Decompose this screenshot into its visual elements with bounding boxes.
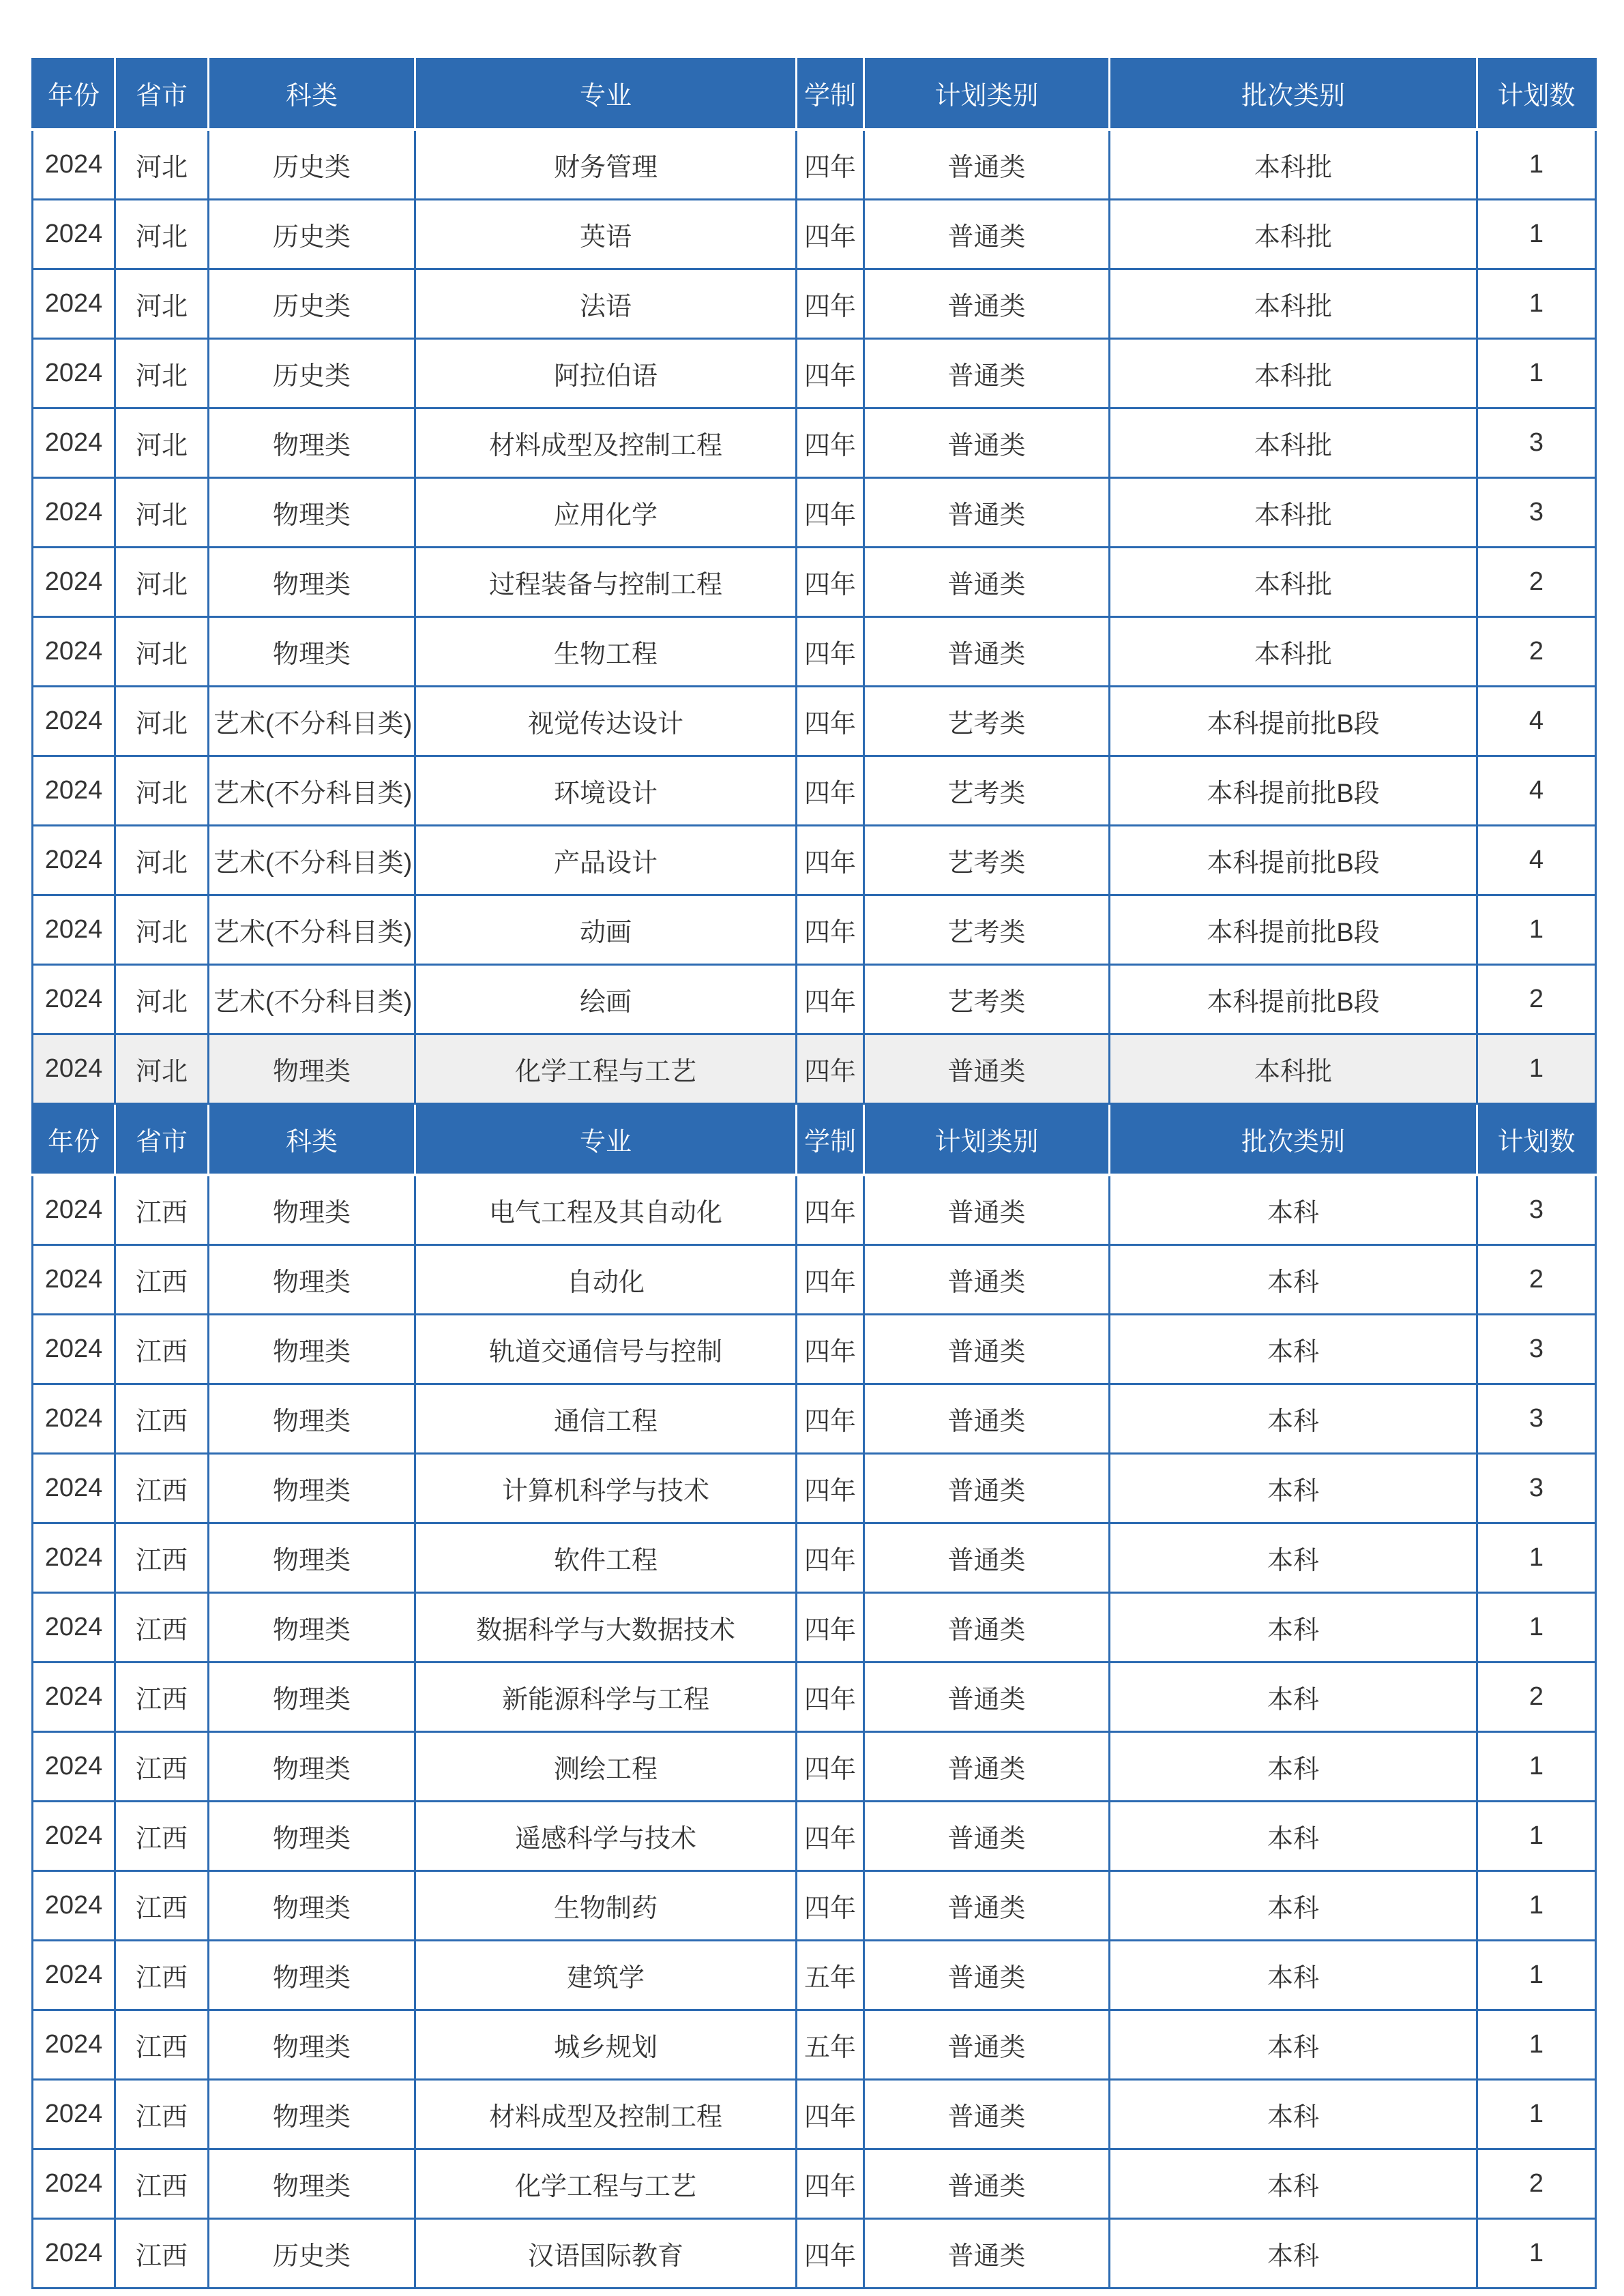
cell-batch: 本科批 — [1110, 477, 1477, 547]
cell-duration: 四年 — [797, 1592, 864, 1662]
cell-subject: 物理类 — [209, 547, 415, 616]
cell-year: 2024 — [33, 1384, 115, 1453]
cell-province: 河北 — [115, 199, 209, 269]
cell-subject: 历史类 — [209, 130, 415, 199]
cell-subject: 艺术(不分科目类) — [209, 756, 415, 825]
column-header-plan-type: 计划类别 — [864, 58, 1110, 130]
column-header-subject: 科类 — [209, 58, 415, 130]
cell-subject: 物理类 — [209, 1523, 415, 1592]
enrollment-plan-table-container — [31, 58, 1595, 2289]
cell-subject: 艺术(不分科目类) — [209, 825, 415, 895]
cell-province: 河北 — [115, 130, 209, 199]
cell-major: 自动化 — [415, 1244, 797, 1314]
table-row — [33, 1314, 1596, 1384]
cell-batch: 本科批 — [1110, 1034, 1477, 1103]
cell-duration: 四年 — [797, 616, 864, 686]
cell-major: 建筑学 — [415, 1940, 797, 2010]
cell-province: 江西 — [115, 2010, 209, 2079]
cell-duration: 四年 — [797, 269, 864, 338]
cell-major: 材料成型及控制工程 — [415, 408, 797, 477]
cell-major: 生物制药 — [415, 1870, 797, 1940]
cell-major: 数据科学与大数据技术 — [415, 1592, 797, 1662]
table-row — [33, 1175, 1596, 1244]
cell-batch: 本科批 — [1110, 547, 1477, 616]
cell-duration: 四年 — [797, 408, 864, 477]
cell-subject: 物理类 — [209, 1453, 415, 1523]
cell-duration: 四年 — [797, 130, 864, 199]
cell-count: 1 — [1477, 1801, 1596, 1870]
cell-province: 江西 — [115, 2218, 209, 2288]
cell-year: 2024 — [33, 408, 115, 477]
column-header-major: 专业 — [415, 58, 797, 130]
column-header-year: 年份 — [33, 1103, 115, 1175]
cell-plan-type: 普通类 — [864, 2149, 1110, 2218]
cell-batch: 本科 — [1110, 1453, 1477, 1523]
cell-plan-type: 艺考类 — [864, 686, 1110, 756]
cell-subject: 物理类 — [209, 2079, 415, 2149]
cell-count: 2 — [1477, 964, 1596, 1034]
cell-province: 江西 — [115, 1314, 209, 1384]
cell-duration: 四年 — [797, 756, 864, 825]
cell-duration: 四年 — [797, 1453, 864, 1523]
cell-province: 江西 — [115, 1453, 209, 1523]
cell-plan-type: 普通类 — [864, 1453, 1110, 1523]
cell-duration: 四年 — [797, 1662, 864, 1731]
cell-batch: 本科 — [1110, 1731, 1477, 1801]
cell-province: 河北 — [115, 338, 209, 408]
cell-duration: 四年 — [797, 1870, 864, 1940]
cell-subject: 物理类 — [209, 1034, 415, 1103]
cell-batch: 本科 — [1110, 1314, 1477, 1384]
cell-batch: 本科批 — [1110, 199, 1477, 269]
cell-plan-type: 普通类 — [864, 1940, 1110, 2010]
cell-subject: 物理类 — [209, 1940, 415, 2010]
cell-plan-type: 普通类 — [864, 1523, 1110, 1592]
cell-count: 4 — [1477, 825, 1596, 895]
cell-province: 江西 — [115, 1940, 209, 2010]
cell-plan-type: 普通类 — [864, 2079, 1110, 2149]
cell-major: 汉语国际教育 — [415, 2218, 797, 2288]
cell-count: 1 — [1477, 2010, 1596, 2079]
table-row — [33, 477, 1596, 547]
cell-count: 1 — [1477, 1592, 1596, 1662]
cell-duration: 四年 — [797, 1314, 864, 1384]
cell-subject: 物理类 — [209, 1592, 415, 1662]
cell-subject: 历史类 — [209, 269, 415, 338]
cell-subject: 物理类 — [209, 2010, 415, 2079]
cell-major: 化学工程与工艺 — [415, 2149, 797, 2218]
cell-batch: 本科批 — [1110, 616, 1477, 686]
cell-count: 2 — [1477, 616, 1596, 686]
table-row — [33, 895, 1596, 964]
cell-plan-type: 普通类 — [864, 269, 1110, 338]
cell-duration: 四年 — [797, 547, 864, 616]
cell-plan-type: 普通类 — [864, 1801, 1110, 1870]
table-row — [33, 1453, 1596, 1523]
cell-batch: 本科 — [1110, 1592, 1477, 1662]
cell-duration: 五年 — [797, 2010, 864, 2079]
table-row — [33, 1244, 1596, 1314]
cell-count: 3 — [1477, 1314, 1596, 1384]
cell-year: 2024 — [33, 199, 115, 269]
cell-batch: 本科 — [1110, 1244, 1477, 1314]
table-row — [33, 2149, 1596, 2218]
cell-duration: 四年 — [797, 1034, 864, 1103]
cell-batch: 本科提前批B段 — [1110, 756, 1477, 825]
cell-major: 电气工程及其自动化 — [415, 1175, 797, 1244]
cell-subject: 艺术(不分科目类) — [209, 895, 415, 964]
cell-major: 轨道交通信号与控制 — [415, 1314, 797, 1384]
cell-count: 1 — [1477, 1523, 1596, 1592]
column-header-batch: 批次类别 — [1110, 1103, 1477, 1175]
cell-count: 2 — [1477, 1244, 1596, 1314]
cell-count: 1 — [1477, 2079, 1596, 2149]
cell-subject: 物理类 — [209, 477, 415, 547]
cell-province: 河北 — [115, 756, 209, 825]
column-header-province: 省市 — [115, 58, 209, 130]
cell-plan-type: 普通类 — [864, 199, 1110, 269]
cell-count: 1 — [1477, 199, 1596, 269]
cell-plan-type: 艺考类 — [864, 756, 1110, 825]
cell-province: 河北 — [115, 825, 209, 895]
cell-plan-type: 艺考类 — [864, 895, 1110, 964]
table-row — [33, 547, 1596, 616]
cell-year: 2024 — [33, 1175, 115, 1244]
cell-duration: 四年 — [797, 964, 864, 1034]
cell-duration: 四年 — [797, 1523, 864, 1592]
cell-province: 河北 — [115, 269, 209, 338]
column-header-batch: 批次类别 — [1110, 58, 1477, 130]
cell-plan-type: 普通类 — [864, 2218, 1110, 2288]
cell-major: 过程装备与控制工程 — [415, 547, 797, 616]
cell-province: 江西 — [115, 2079, 209, 2149]
cell-count: 4 — [1477, 756, 1596, 825]
cell-year: 2024 — [33, 338, 115, 408]
cell-major: 财务管理 — [415, 130, 797, 199]
table-header-row — [33, 1103, 1596, 1175]
table-row — [33, 616, 1596, 686]
cell-batch: 本科批 — [1110, 408, 1477, 477]
cell-count: 3 — [1477, 408, 1596, 477]
cell-count: 1 — [1477, 2218, 1596, 2288]
cell-count: 2 — [1477, 547, 1596, 616]
cell-province: 河北 — [115, 686, 209, 756]
cell-batch: 本科批 — [1110, 130, 1477, 199]
cell-batch: 本科 — [1110, 1662, 1477, 1731]
cell-year: 2024 — [33, 130, 115, 199]
table-row — [33, 338, 1596, 408]
cell-year: 2024 — [33, 2010, 115, 2079]
cell-duration: 四年 — [797, 895, 864, 964]
cell-subject: 物理类 — [209, 616, 415, 686]
cell-major: 动画 — [415, 895, 797, 964]
column-header-duration: 学制 — [797, 1103, 864, 1175]
cell-plan-type: 普通类 — [864, 1384, 1110, 1453]
cell-duration: 四年 — [797, 825, 864, 895]
cell-subject: 物理类 — [209, 1314, 415, 1384]
cell-province: 江西 — [115, 1870, 209, 1940]
cell-province: 江西 — [115, 1244, 209, 1314]
cell-major: 应用化学 — [415, 477, 797, 547]
table-row — [33, 756, 1596, 825]
cell-subject: 物理类 — [209, 1244, 415, 1314]
cell-year: 2024 — [33, 2218, 115, 2288]
cell-subject: 物理类 — [209, 408, 415, 477]
cell-year: 2024 — [33, 686, 115, 756]
cell-province: 江西 — [115, 2149, 209, 2218]
table-row — [33, 825, 1596, 895]
cell-year: 2024 — [33, 1592, 115, 1662]
cell-year: 2024 — [33, 547, 115, 616]
cell-province: 江西 — [115, 1175, 209, 1244]
cell-count: 1 — [1477, 1731, 1596, 1801]
cell-batch: 本科 — [1110, 1801, 1477, 1870]
cell-batch: 本科批 — [1110, 269, 1477, 338]
table-row — [33, 1801, 1596, 1870]
cell-plan-type: 普通类 — [864, 1034, 1110, 1103]
column-header-count: 计划数 — [1477, 58, 1596, 130]
cell-batch: 本科提前批B段 — [1110, 895, 1477, 964]
cell-batch: 本科批 — [1110, 338, 1477, 408]
table-row — [33, 269, 1596, 338]
cell-subject: 物理类 — [209, 1731, 415, 1801]
cell-plan-type: 普通类 — [864, 1662, 1110, 1731]
cell-major: 英语 — [415, 199, 797, 269]
cell-year: 2024 — [33, 1801, 115, 1870]
table-row — [33, 2079, 1596, 2149]
table-row — [33, 1034, 1596, 1103]
cell-province: 河北 — [115, 547, 209, 616]
cell-count: 1 — [1477, 1034, 1596, 1103]
cell-batch: 本科 — [1110, 2079, 1477, 2149]
cell-count: 1 — [1477, 1870, 1596, 1940]
cell-duration: 四年 — [797, 1801, 864, 1870]
cell-count: 3 — [1477, 1384, 1596, 1453]
cell-major: 绘画 — [415, 964, 797, 1034]
column-header-major: 专业 — [415, 1103, 797, 1175]
cell-major: 测绘工程 — [415, 1731, 797, 1801]
cell-year: 2024 — [33, 1523, 115, 1592]
cell-province: 江西 — [115, 1731, 209, 1801]
cell-major: 城乡规划 — [415, 2010, 797, 2079]
cell-plan-type: 普通类 — [864, 2010, 1110, 2079]
cell-duration: 四年 — [797, 2149, 864, 2218]
table-row — [33, 1592, 1596, 1662]
table-row — [33, 1523, 1596, 1592]
cell-year: 2024 — [33, 477, 115, 547]
column-header-count: 计划数 — [1477, 1103, 1596, 1175]
cell-subject: 艺术(不分科目类) — [209, 964, 415, 1034]
cell-year: 2024 — [33, 1314, 115, 1384]
cell-subject: 历史类 — [209, 199, 415, 269]
cell-duration: 四年 — [797, 338, 864, 408]
cell-duration: 四年 — [797, 2218, 864, 2288]
cell-count: 1 — [1477, 338, 1596, 408]
cell-count: 1 — [1477, 895, 1596, 964]
cell-major: 软件工程 — [415, 1523, 797, 1592]
table-row — [33, 964, 1596, 1034]
cell-year: 2024 — [33, 1034, 115, 1103]
cell-year: 2024 — [33, 2079, 115, 2149]
cell-year: 2024 — [33, 1731, 115, 1801]
cell-subject: 物理类 — [209, 1384, 415, 1453]
cell-count: 3 — [1477, 477, 1596, 547]
column-header-duration: 学制 — [797, 58, 864, 130]
cell-year: 2024 — [33, 825, 115, 895]
cell-plan-type: 普通类 — [864, 477, 1110, 547]
cell-batch: 本科 — [1110, 2218, 1477, 2288]
cell-plan-type: 艺考类 — [864, 964, 1110, 1034]
cell-province: 江西 — [115, 1384, 209, 1453]
cell-batch: 本科 — [1110, 1384, 1477, 1453]
cell-duration: 四年 — [797, 1731, 864, 1801]
cell-duration: 四年 — [797, 1244, 864, 1314]
cell-major: 产品设计 — [415, 825, 797, 895]
table-row — [33, 686, 1596, 756]
column-header-province: 省市 — [115, 1103, 209, 1175]
cell-count: 1 — [1477, 130, 1596, 199]
cell-plan-type: 普通类 — [864, 1592, 1110, 1662]
table-header-row — [33, 58, 1596, 130]
cell-subject: 物理类 — [209, 1175, 415, 1244]
cell-batch: 本科 — [1110, 1940, 1477, 2010]
table-row — [33, 1662, 1596, 1731]
cell-count: 2 — [1477, 2149, 1596, 2218]
cell-count: 3 — [1477, 1175, 1596, 1244]
column-header-subject: 科类 — [209, 1103, 415, 1175]
enrollment-plan-table — [31, 58, 1597, 2289]
cell-major: 阿拉伯语 — [415, 338, 797, 408]
cell-batch: 本科 — [1110, 1870, 1477, 1940]
cell-plan-type: 普通类 — [864, 338, 1110, 408]
cell-year: 2024 — [33, 616, 115, 686]
cell-duration: 四年 — [797, 686, 864, 756]
cell-year: 2024 — [33, 1453, 115, 1523]
cell-year: 2024 — [33, 756, 115, 825]
cell-year: 2024 — [33, 895, 115, 964]
table-row — [33, 408, 1596, 477]
cell-plan-type: 普通类 — [864, 1244, 1110, 1314]
cell-subject: 历史类 — [209, 2218, 415, 2288]
cell-batch: 本科提前批B段 — [1110, 964, 1477, 1034]
cell-province: 河北 — [115, 895, 209, 964]
cell-subject: 物理类 — [209, 1870, 415, 1940]
cell-province: 河北 — [115, 616, 209, 686]
table-row — [33, 2010, 1596, 2079]
cell-subject: 艺术(不分科目类) — [209, 686, 415, 756]
cell-province: 江西 — [115, 1592, 209, 1662]
cell-province: 河北 — [115, 408, 209, 477]
cell-batch: 本科提前批B段 — [1110, 825, 1477, 895]
cell-plan-type: 普通类 — [864, 1870, 1110, 1940]
table-row — [33, 1731, 1596, 1801]
cell-duration: 五年 — [797, 1940, 864, 2010]
cell-major: 计算机科学与技术 — [415, 1453, 797, 1523]
cell-subject: 物理类 — [209, 1801, 415, 1870]
cell-batch: 本科 — [1110, 2010, 1477, 2079]
cell-major: 视觉传达设计 — [415, 686, 797, 756]
cell-batch: 本科 — [1110, 1175, 1477, 1244]
cell-year: 2024 — [33, 1940, 115, 2010]
table-row — [33, 130, 1596, 199]
cell-count: 2 — [1477, 1662, 1596, 1731]
cell-batch: 本科提前批B段 — [1110, 686, 1477, 756]
cell-batch: 本科 — [1110, 1523, 1477, 1592]
cell-count: 1 — [1477, 1940, 1596, 2010]
cell-duration: 四年 — [797, 199, 864, 269]
table-row — [33, 1940, 1596, 2010]
cell-major: 化学工程与工艺 — [415, 1034, 797, 1103]
cell-count: 4 — [1477, 686, 1596, 756]
cell-province: 江西 — [115, 1523, 209, 1592]
cell-duration: 四年 — [797, 2079, 864, 2149]
cell-major: 生物工程 — [415, 616, 797, 686]
cell-count: 1 — [1477, 269, 1596, 338]
cell-major: 材料成型及控制工程 — [415, 2079, 797, 2149]
cell-year: 2024 — [33, 2149, 115, 2218]
table-row — [33, 1384, 1596, 1453]
cell-plan-type: 艺考类 — [864, 825, 1110, 895]
cell-count: 3 — [1477, 1453, 1596, 1523]
cell-duration: 四年 — [797, 477, 864, 547]
cell-year: 2024 — [33, 964, 115, 1034]
cell-major: 法语 — [415, 269, 797, 338]
cell-plan-type: 普通类 — [864, 408, 1110, 477]
cell-province: 江西 — [115, 1801, 209, 1870]
cell-year: 2024 — [33, 1244, 115, 1314]
cell-province: 河北 — [115, 964, 209, 1034]
cell-province: 河北 — [115, 477, 209, 547]
cell-major: 环境设计 — [415, 756, 797, 825]
cell-province: 江西 — [115, 1662, 209, 1731]
cell-plan-type: 普通类 — [864, 130, 1110, 199]
cell-year: 2024 — [33, 269, 115, 338]
cell-plan-type: 普通类 — [864, 547, 1110, 616]
cell-province: 河北 — [115, 1034, 209, 1103]
table-row — [33, 1870, 1596, 1940]
column-header-year: 年份 — [33, 58, 115, 130]
cell-year: 2024 — [33, 1662, 115, 1731]
cell-subject: 历史类 — [209, 338, 415, 408]
cell-year: 2024 — [33, 1870, 115, 1940]
table-row — [33, 199, 1596, 269]
cell-subject: 物理类 — [209, 1662, 415, 1731]
cell-plan-type: 普通类 — [864, 616, 1110, 686]
cell-batch: 本科 — [1110, 2149, 1477, 2218]
cell-duration: 四年 — [797, 1175, 864, 1244]
column-header-plan-type: 计划类别 — [864, 1103, 1110, 1175]
cell-major: 新能源科学与工程 — [415, 1662, 797, 1731]
cell-subject: 物理类 — [209, 2149, 415, 2218]
cell-plan-type: 普通类 — [864, 1314, 1110, 1384]
table-row — [33, 2218, 1596, 2288]
cell-plan-type: 普通类 — [864, 1731, 1110, 1801]
cell-major: 遥感科学与技术 — [415, 1801, 797, 1870]
cell-plan-type: 普通类 — [864, 1175, 1110, 1244]
cell-duration: 四年 — [797, 1384, 864, 1453]
cell-major: 通信工程 — [415, 1384, 797, 1453]
